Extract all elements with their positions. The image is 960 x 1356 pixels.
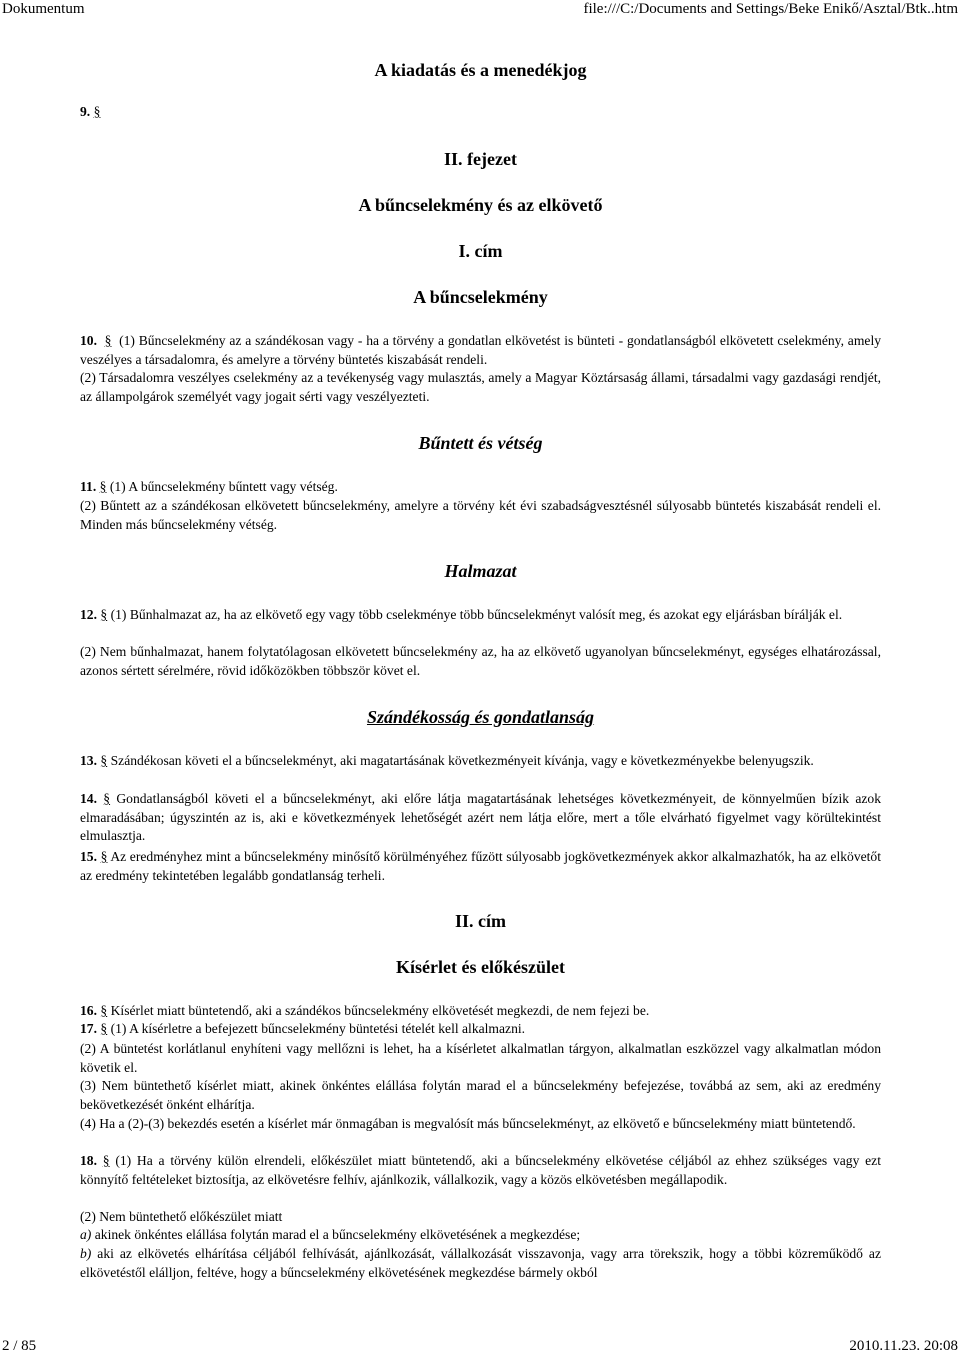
point-text: akinek önkéntes elállása folytán marad el a bűncselekmény elkövetésének a megkezdése; xyxy=(94,1227,581,1242)
paragraph-text: (1) A kísérletre a befejezett bűncselekmény büntetési tételét kell alkalmazni. xyxy=(110,1021,526,1036)
section-15 xyxy=(80,848,881,885)
file-path: file:///C:/Documents and Settings/Beke Enikő/Asztal/Btk..htm xyxy=(583,1,958,17)
section-number: 13. xyxy=(80,753,97,768)
section-number: 14. xyxy=(80,791,97,806)
section-17-p3: (3) Nem büntethető kísérlet miatt, akinek önkéntes elállása folytán marad el a bűncselekmény befejezése, továbbá az sem, aki az eredmény bekövetkezését önként elhárítja. xyxy=(80,1078,881,1112)
browser-page-title: Dokumentum xyxy=(2,1,85,17)
section-12-p2: (2) Nem bűnhalmazat, hanem folytatólagosan elkövetett bűncselekmény az, ha az elkövető ugyanolyan bűncselekményt, egységes elhatározással, azonos sértett sérelmére, rövid időközökben többször követ el. xyxy=(80,644,881,678)
section-16 xyxy=(80,1002,881,1021)
section-number: 16. xyxy=(80,1003,97,1018)
section-10-p2: (2) Társadalomra veszélyes cselekmény az a tevékenység vagy mulasztás, amely a Magyar Köztársaság állami, társadalmi vagy gazdasági rendjét, az állampolgárok személyét vagy jogait sérti vagy veszélyezteti. xyxy=(80,370,881,404)
paragraph-text: Szándékosan követi el a bűncselekményt, aki magatartásának következményeit kívánja, vagy e következményekbe belenyugszik. xyxy=(110,753,814,768)
point-label: b) xyxy=(80,1246,92,1261)
heading-szandekossag: Szándékosság és gondatlanság xyxy=(366,707,595,727)
section-17-p1 xyxy=(80,1020,881,1039)
paragraph-link[interactable]: § xyxy=(100,1021,108,1036)
section-number: 9. xyxy=(80,104,91,119)
page-counter: 2 / 85 xyxy=(2,1338,37,1354)
paragraph-link[interactable]: § xyxy=(102,1153,110,1168)
section-18-point-b xyxy=(80,1245,881,1282)
paragraph-link[interactable]: § xyxy=(103,791,111,806)
section-18-p2: (2) Nem büntethető előkészület miatt xyxy=(80,1209,283,1224)
heading-title-subtitle: A bűncselekmény xyxy=(413,287,548,307)
heading-buntett: Bűntett és vétség xyxy=(418,433,543,453)
heading-chapter: II. fejezet xyxy=(444,149,517,169)
paragraph-link[interactable]: § xyxy=(100,753,108,768)
paragraph-text: Kísérlet miatt büntetendő, aki a szándékos bűncselekmény elkövetését megkezdi, de nem fejezi be. xyxy=(110,1003,650,1018)
paragraph-link[interactable]: § xyxy=(93,104,101,119)
section-number: 17. xyxy=(80,1021,97,1036)
heading-kiadatas: A kiadatás és a menedékjog xyxy=(374,60,587,80)
paragraph-text: (1) Bűnhalmazat az, ha az elkövető egy vagy több cselekménye több bűncselekményt valósít meg, és azokat egy eljárásban bírálják el. xyxy=(110,607,843,622)
section-9 xyxy=(80,103,881,122)
section-18-p1 xyxy=(80,1152,881,1189)
heading-title: I. cím xyxy=(458,241,503,261)
heading-halmazat: Halmazat xyxy=(444,561,517,581)
paragraph-text: (1) Bűncselekmény az a szándékosan vagy - ha a törvény a gondatlan elkövetést is bünteti - gondatlanságból elkövetett cselekmény, amely veszélyes a társadalomra, és amelyre a törvény büntetés kiszabását rendeli. xyxy=(80,333,882,367)
paragraph-link[interactable]: § xyxy=(100,849,108,864)
point-text: aki az elkövetés elhárítása céljából felhívását, ajánlkozását, vállalkozását visszavonja, vagy arra törekszik, hogy a többi közreműködő az elkövetéstől elálljon, feltéve, hogy a bűncselekmény elkövetésének megkezdése bármely okból xyxy=(80,1246,881,1280)
section-14 xyxy=(80,790,881,846)
heading-title: II. cím xyxy=(455,911,506,931)
section-18-point-a xyxy=(80,1226,881,1245)
paragraph-link[interactable]: § xyxy=(100,607,108,622)
paragraph-text: (1) Ha a törvény külön elrendeli, előkészület miatt büntetendő, aki a bűncselekmény elkövetése céljából az ehhez szükséges vagy ezt könnyítő feltételeket biztosítja, az elkövetésre felhív, ajánlkozik, vállalkozik, vagy a közös elkövetésben megállapodik. xyxy=(80,1153,881,1187)
section-number: 10. xyxy=(80,333,97,348)
section-12-p1 xyxy=(80,606,881,625)
print-datetime: 2010.11.23. 20:08 xyxy=(849,1338,958,1354)
section-number: 12. xyxy=(80,607,97,622)
paragraph-text: Az eredményhez mint a bűncselekmény minősítő körülményéhez fűzött súlyosabb jogkövetkezmények akkor alkalmazhatók, ha az elkövetőt az eredmény tekintetében legalább gondatlanság terheli. xyxy=(80,849,881,883)
paragraph-text: Gondatlanságból követi el a bűncselekményt, aki előre látja magatartásának lehetséges következményeit, de könnyelműen bízik azok elmaradásában; úgyszintén az is, aki e következmények lehetőségét azért nem látja előre, mert a tőle elvárható figyelmet vagy körültekintést elmulasztja. xyxy=(80,791,882,843)
heading-title-subtitle: Kísérlet és előkészület xyxy=(396,957,565,977)
section-11-p2: (2) Bűntett az a szándékosan elkövetett bűncselekmény, amelyre a törvény két évi szabadságvesztésnél súlyosabb büntetés kiszabását rendeli el. Minden más bűncselekmény vétség. xyxy=(80,498,881,532)
paragraph-link[interactable]: § xyxy=(100,1003,108,1018)
section-11-p1 xyxy=(80,478,881,497)
section-number: 11. xyxy=(80,479,97,494)
point-label: a) xyxy=(80,1227,92,1242)
section-13 xyxy=(80,752,881,771)
paragraph-text: (1) A bűncselekmény bűntett vagy vétség. xyxy=(109,479,338,494)
section-number: 18. xyxy=(80,1153,97,1168)
section-17-p2: (2) A büntetést korlátlanul enyhíteni vagy mellőzni is lehet, ha a kísérletet alkalmatlan tárgyon, alkalmatlan eszközzel vagy alkalmatlan módon követik el. xyxy=(80,1041,881,1075)
paragraph-link[interactable]: § xyxy=(104,333,112,348)
paragraph-link[interactable]: § xyxy=(99,479,107,494)
section-17-p4: (4) Ha a (2)-(3) bekezdés esetén a kísérlet már önmagában is megvalósít más bűncselekményt, az elkövető e bűncselekmény miatt büntetendő. xyxy=(80,1116,856,1131)
section-number: 15. xyxy=(80,849,97,864)
section-10-p1 xyxy=(80,332,881,369)
heading-chapter-subtitle: A bűncselekmény és az elkövető xyxy=(358,195,603,215)
